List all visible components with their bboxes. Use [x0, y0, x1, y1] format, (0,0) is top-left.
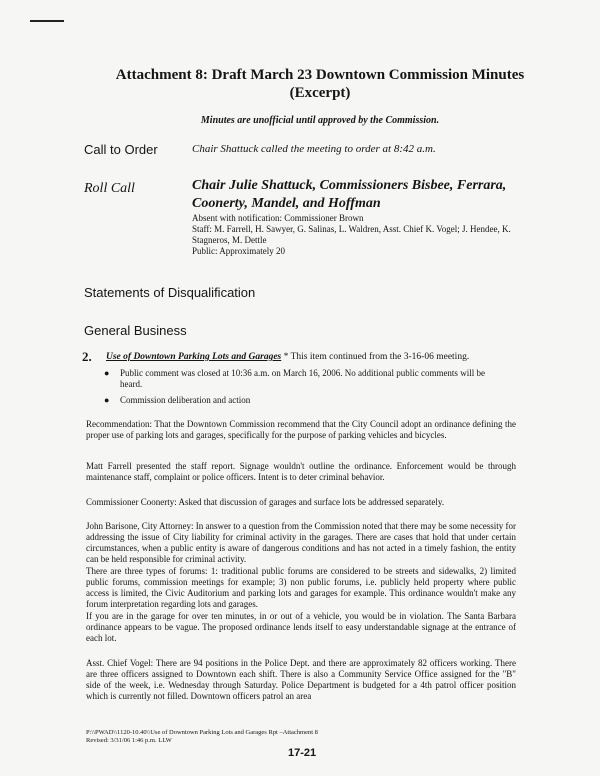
footer-path: P:\\PWAD\\1120-10.40\\Use of Downtown Parking Lots and Garages Rpt –Attachment 8 — [86, 729, 318, 736]
footer-revised: Revised: 3/31/06 1:46 p.m. LLW — [86, 737, 172, 744]
call-to-order-heading: Call to Order — [84, 142, 158, 157]
bullet-text: Commission deliberation and action — [120, 395, 251, 405]
staff-text: Staff: M. Farrell, H. Sawyer, G. Salinas, L. Waldren, Asst. Chief K. Vogel; J. Hendee, K. Stagneros, M. Dettle — [192, 224, 511, 245]
farrell-paragraph: Matt Farrell presented the staff report. Signage wouldn't outline the ordinance. Enforcement would be through maintenance staff, complaint or police officers. Intent is to deter criminal behavior. — [86, 461, 516, 482]
bullet-dot-icon: ● — [104, 368, 110, 378]
title-line-2: (Excerpt) — [289, 85, 351, 101]
item-title — [106, 352, 469, 362]
document-title — [60, 66, 580, 102]
public-text: Public: Approximately 20 — [192, 246, 285, 256]
corner-mark — [30, 20, 64, 22]
item-number: 2. — [82, 349, 92, 364]
subtitle: Minutes are unofficial until approved by the Commission. — [200, 115, 440, 126]
bullet-dot-icon: ● — [104, 395, 110, 405]
call-to-order-text: Chair Shattuck called the meeting to order at 8:42 a.m. — [192, 143, 436, 155]
item-title-suffix: * This item continued from the 3-16-06 meeting. — [281, 352, 470, 362]
absent-text: Absent with notification: Commissioner Brown — [192, 213, 364, 223]
barisone-paragraph-3: If you are in the garage for over ten minutes, in or out of a vehicle, you would be in violation. The Santa Barbara ordinance appears to be vague. The proposed ordinance lends itself to easy understandable signage at the entrance of each lot. — [86, 611, 516, 643]
title-line-1: Attachment 8: Draft March 23 Downtown Commission Minutes — [115, 67, 525, 83]
barisone-paragraph-1: John Barisone, City Attorney: In answer to a question from the Commission noted that there may be some necessity for addressing the issue of City liability for criminal activity in the garages. There are cases that hold that under certain circumstances, when a public entity is aware of dangerous conditions and has not acted in a timely fashion, the entity can be held responsible for criminal activity. — [86, 521, 516, 564]
barisone-paragraph-2: There are three types of forums: 1: traditional public forums are considered to be streets and sidewalks, 2) limited public forums, commission meetings for example; 3) non public forums, i.e. publicly held property where public access is limited, the Civic Auditorium and parking lots and garages for example. This ordinance wouldn't make any forum interpretation regarding lots and garages. — [86, 566, 516, 609]
roll-call-details — [192, 213, 532, 257]
coonerty-paragraph: Commissioner Coonerty: Asked that discussion of garages and surface lots be addressed separately. — [86, 497, 445, 507]
disqualification-heading: Statements of Disqualification — [84, 285, 256, 300]
bullet-item — [104, 368, 504, 390]
page-number: 17-21 — [288, 747, 317, 759]
bullet-item — [104, 395, 504, 406]
footer — [86, 729, 318, 745]
item-bullets — [104, 368, 504, 411]
item-title-link: Use of Downtown Parking Lots and Garages — [106, 352, 282, 362]
recommendation-paragraph: Recommendation: That the Downtown Commission recommend that the City Council adopt an ordinance defining the proper use of parking lots and garages, specifically for the purpose of parking vehicles and bicycles. — [86, 419, 516, 440]
roll-call-heading: Roll Call — [84, 181, 135, 196]
roll-call-names: Chair Julie Shattuck, Commissioners Bisbee, Ferrara, Coonerty, Mandel, and Hoffman — [192, 178, 507, 211]
vogel-paragraph: Asst. Chief Vogel: There are 94 positions in the Police Dept. and there are approximately 82 officers working. There are three officers assigned to Downtown each shift. There is also a Community Service Office assigned for the "B" side of the week, i.e. Wednesday through Saturday. Police Department is budgeted for a 4th patrol officer position which is currently not filled. Downtown officers patrol an area — [86, 658, 516, 701]
bullet-text: Public comment was closed at 10:36 a.m. on March 16, 2006. No additional public comments will be heard. — [120, 368, 485, 389]
general-business-heading: General Business — [84, 323, 187, 338]
